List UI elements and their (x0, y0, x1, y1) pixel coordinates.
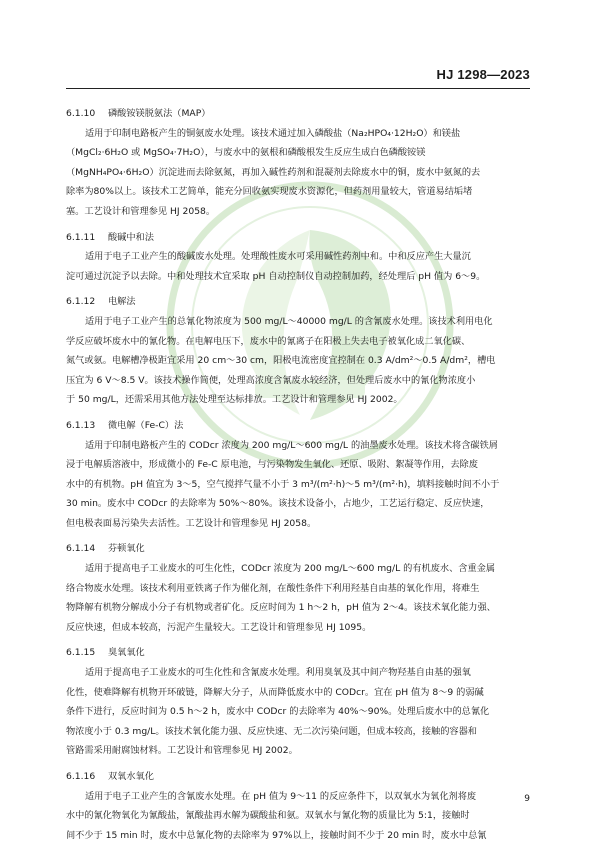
section-6-1-14 (66, 539, 530, 637)
paragraph-line: 反应快速，但成本较高，污泥产生量较大。工艺设计和管理参见 HJ 1095。 (66, 621, 372, 633)
section-number: 6.1.12 (66, 296, 96, 308)
section-number: 6.1.11 (66, 231, 96, 243)
paragraph-line: 络合物废水处理。该技术利用亚铁离子作为催化剂，在酸性条件下利用羟基自由基的氧化作用，将难生 (66, 582, 480, 594)
paragraph-line: 压宜为 6 V～8.5 V。该技术操作简便，处理高浓度含氰废水较经济，但处理后废水中的氰化物浓度小 (66, 374, 476, 386)
paragraph-line: （MgCl₂·6H₂O 或 MgSO₄·7H₂O），与废水中的氨根和磷酸根发生反应生成白色磷酸铵镁 (66, 147, 426, 159)
paragraph-line: 水中的氰化物氧化为氰酸盐，氰酸盐再水解为碳酸盐和氨。双氧水与氰化物的质量比为 5:1，接触时 (66, 810, 470, 822)
paragraph-line: 淀可通过沉淀予以去除。中和处理技术宜采取 pH 自动控制仪自动控制加药，经处理后 pH 值为 6～9。 (66, 270, 486, 282)
paragraph-line: 间不少于 15 min 时，废水中总氰化物的去除率为 97%以上，接触时间不少于 20 min 时，废水中总氰 (66, 829, 487, 841)
paragraph-line: （MgNH₄PO₄·6H₂O）沉淀进而去除氨氮，再加入碱性药剂和混凝剂去除废水中的铜，废水中氨氮的去 (66, 166, 481, 178)
section-6-1-16 (66, 767, 530, 845)
paragraph-line: 适用于印制电路板产生的铜氨废水处理。该技术通过加入磷酸盐（Na₂HPO₄·12H₂O）和镁盐 (85, 127, 461, 139)
section-title: 酸碱中和法 (108, 231, 154, 243)
paragraph-line: 适用于提高电子工业废水的可生化性，CODcr 浓度为 200 mg/L～600 mg/L 的有机废水、含重金属 (85, 563, 496, 575)
paragraph-line: 适用于电子工业产生的酸碱废水处理。处理酸性废水可采用碱性药剂中和。中和反应产生大量沉 (85, 251, 471, 263)
paragraph-line: 适用于提高电子工业废水的可生化性和含氰废水处理。利用臭氧及其中间产物羟基自由基的强氧 (85, 667, 471, 679)
paragraph-line: 条件下进行，反应时间为 0.5 h～2 h，废水中 CODcr 的去除率为 40%～90%。处理后废水中的总氰化 (66, 706, 490, 718)
section-number: 6.1.16 (66, 771, 96, 782)
paragraph-line: 物降解有机物分解成小分子有机物或者矿化。反应时间为 1 h～2 h，pH 值为 2～4。该技术氧化能力强、 (66, 602, 496, 614)
paragraph-line: 管路需采用耐腐蚀材料。工艺设计和管理参见 HJ 2002。 (66, 745, 298, 757)
paragraph-line: 学反应破坏废水中的氰化物。在电解电压下，废水中的氰离子在阳极上失去电子被氧化成二氧化碳、 (66, 335, 471, 347)
section-6-1-12 (66, 292, 530, 410)
section-title: 芬顿氧化 (108, 543, 145, 555)
paragraph-line: 除率为80%以上。该技术工艺简单，能充分回收氨实现废水资源化，但药剂用量较大，管道易结垢堵 (66, 186, 473, 198)
paragraph-line: 适用于印制电路板产生的 CODcr 浓度为 200 mg/L～600 mg/L 的油墨废水处理。该技术将含碳铁屑 (85, 439, 498, 451)
paragraph-line: 物浓度小于 0.3 mg/L。该技术氧化能力强、反应快速、无二次污染问题，但成本较高，接触的容器和 (66, 725, 477, 737)
section-title: 双氧水氧化 (108, 771, 154, 782)
page-number: 9 (524, 794, 530, 804)
paragraph-line: 氮气或氨。电解槽净极距宜采用 20 cm～30 cm，阳极电流密度宜控制在 0.3 A/dm²～0.5 A/dm²，槽电 (66, 355, 496, 367)
section-title: 电解法 (108, 296, 136, 308)
paragraph-line: 适用于电子工业产生的总氰化物浓度为 500 mg/L～40000 mg/L 的含氰废水处理。该技术利用电化 (85, 315, 493, 327)
paragraph-line: 30 min。废水中 CODcr 的去除率为 50%～80%。该技术设备小，占地少，工艺运行稳定、反应快速， (66, 498, 490, 510)
section-number: 6.1.10 (66, 108, 96, 119)
paragraph-line: 但电极表面易污染失去活性。工艺设计和管理参见 HJ 2058。 (66, 517, 317, 529)
header-rule (66, 88, 530, 89)
paragraph-line: 适用于电子工业产生的含氰废水处理。在 pH 值为 9～11 的反应条件下，以双氧水为氧化剂将废 (85, 790, 477, 802)
section-title: 磷酸铵镁脱氨法（MAP） (108, 108, 211, 119)
section-number: 6.1.14 (66, 543, 96, 555)
section-6-1-15 (66, 643, 530, 761)
paragraph-line: 浸于电解质溶液中，形成微小的 Fe-C 原电池，与污染物发生氧化、还原、吸附、絮凝等作用，去除废 (66, 459, 478, 471)
section-title: 微电解（Fe-C）法 (108, 419, 184, 431)
paragraph-line: 塞。工艺设计和管理参见 HJ 2058。 (66, 205, 216, 217)
paragraph-line: 化性，使难降解有机物开环破链，降解大分子，从而降低废水中的 CODcr。宜在 pH 值为 8～9 的弱碱 (66, 686, 484, 698)
section-6-1-13 (66, 416, 530, 534)
document-body (66, 104, 530, 845)
section-number: 6.1.13 (66, 419, 96, 431)
section-title: 臭氧氧化 (108, 647, 145, 659)
paragraph-line: 水中的有机物。pH 值宜为 3～5，空气搅拌气量不小于 3 m³/(m²·h)～5 m³/(m²·h)，填料接触时间不小于 (66, 478, 500, 490)
document-code-header: HJ 1298—2023 (436, 67, 530, 82)
section-6-1-10 (66, 104, 530, 222)
paragraph-line: 于 50 mg/L，还需采用其他方法处理至达标排放。工艺设计和管理参见 HJ 2002。 (66, 394, 403, 406)
section-6-1-11 (66, 228, 530, 287)
section-number: 6.1.15 (66, 647, 96, 659)
